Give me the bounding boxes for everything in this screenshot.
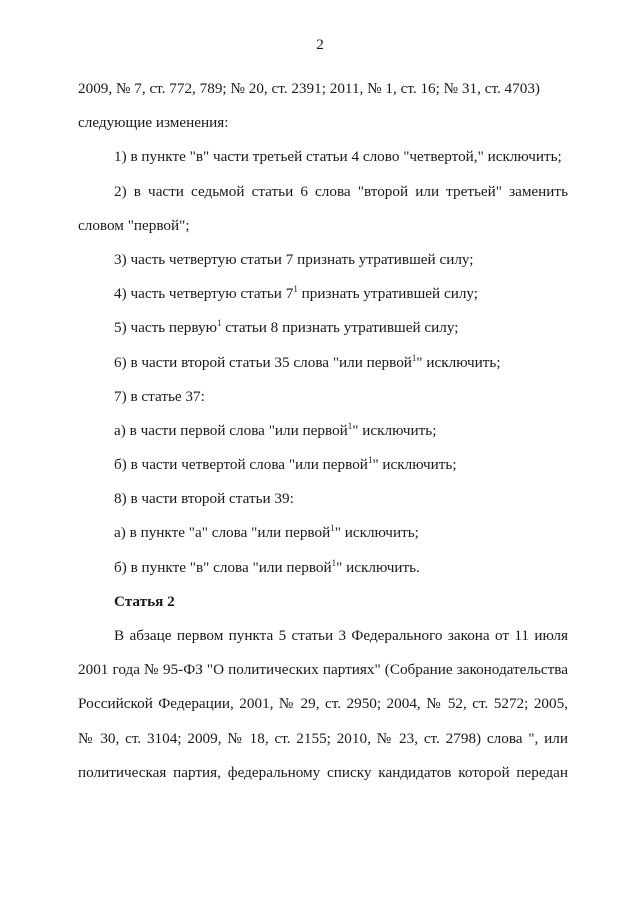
- sub-item-text: б) в части четвертой слова "или первой: [114, 456, 368, 474]
- paragraph-line: № 30, ст. 3104; 2009, № 18, ст. 2155; 2010, № 23, ст. 2798) слова ", или: [78, 729, 568, 747]
- paragraph-line: Российской Федерации, 2001, № 29, ст. 2950; 2004, № 52, ст. 5272; 2005,: [78, 695, 568, 713]
- sub-item-text: " исключить;: [372, 456, 457, 474]
- superscript: 1: [293, 284, 298, 295]
- list-item: [78, 277, 568, 311]
- list-item: 2) в части седьмой статьи 6 слова "второй или третьей" заменить: [114, 182, 568, 200]
- list-item: [78, 311, 568, 345]
- document-body: [78, 72, 568, 790]
- article-heading: Статья 2: [114, 592, 175, 610]
- sub-item-text: " исключить.: [336, 558, 420, 576]
- paragraph-line: политическая партия, федеральному списку кандидатов которой передан: [78, 763, 568, 781]
- superscript: 1: [331, 557, 337, 568]
- list-item: 3) часть четвертую статьи 7 признать утратившей силу;: [114, 250, 474, 268]
- sub-item: [78, 516, 568, 550]
- list-item-text: признать утратившей силу;: [297, 285, 479, 303]
- list-item-text: " исключить;: [416, 353, 501, 371]
- list-item: 8) в части второй статьи 39:: [114, 490, 294, 508]
- text-line: словом "первой";: [78, 216, 190, 234]
- sub-item-text: " исключить;: [352, 421, 437, 439]
- superscript: 1: [367, 455, 373, 466]
- sub-item-text: б) в пункте "в" слова "или первой: [114, 558, 332, 576]
- list-item: [78, 346, 568, 380]
- superscript: 1: [411, 352, 417, 363]
- sub-item-text: а) в пункте "а" слова "или первой: [114, 524, 331, 542]
- paragraph-line: 2001 года № 95-ФЗ "О политических партиях" (Собрание законодательства: [78, 661, 568, 679]
- sub-item: [78, 448, 568, 482]
- sub-item: [78, 551, 568, 585]
- superscript: 1: [216, 318, 222, 329]
- list-item-text: статьи 8 признать утратившей силу;: [221, 319, 459, 337]
- list-item: 1) в пункте "в" части третьей статьи 4 слово "четвертой," исключить;: [114, 148, 562, 166]
- list-item-text: 6) в части второй статьи 35 слова "или первой: [114, 353, 412, 371]
- sub-item-text: " исключить;: [334, 524, 419, 542]
- text-line: следующие изменения:: [78, 114, 229, 132]
- text-line: 2009, № 7, ст. 772, 789; № 20, ст. 2391; 2011, № 1, ст. 16; № 31, ст. 4703): [78, 80, 540, 97]
- list-item-text: 5) часть первую: [114, 319, 217, 337]
- superscript: 1: [347, 420, 353, 431]
- superscript: 1: [330, 523, 335, 534]
- paragraph-line: В абзаце первом пункта 5 статьи 3 Федерального закона от 11 июля: [114, 627, 568, 644]
- list-item: 7) в статье 37:: [114, 387, 205, 405]
- sub-item-text: а) в части первой слова "или первой: [114, 421, 348, 439]
- page-number: 2: [316, 36, 324, 53]
- sub-item: [78, 414, 568, 448]
- list-item-text: 4) часть четвертую статьи 7: [114, 285, 294, 303]
